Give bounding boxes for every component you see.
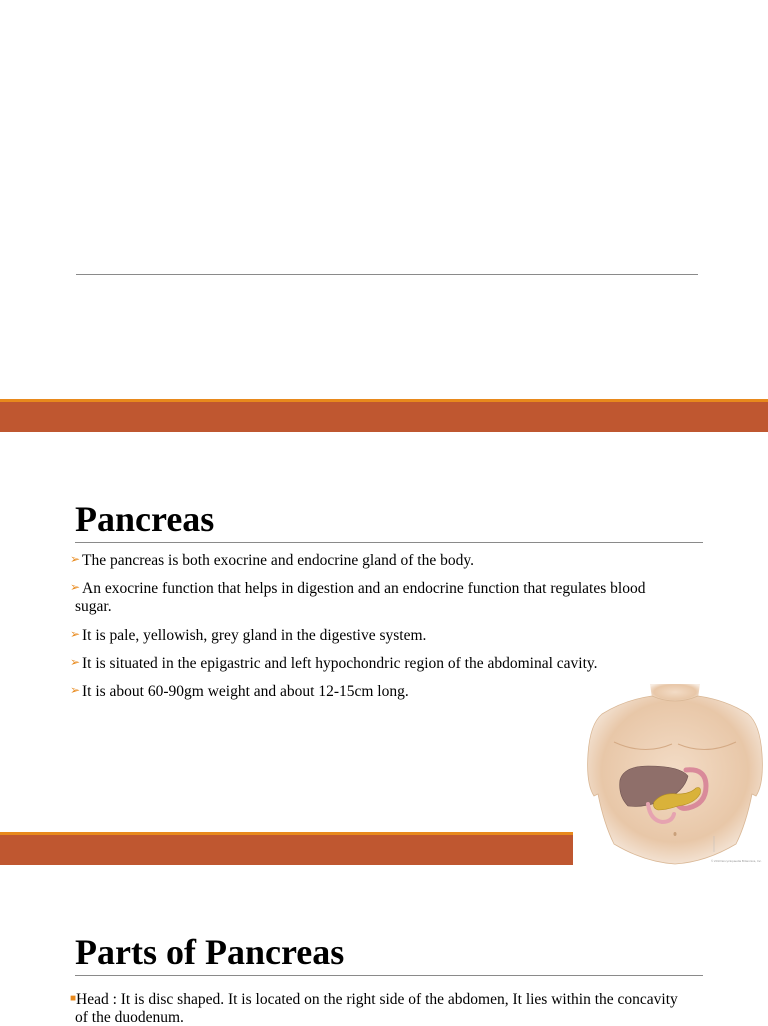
slide3-bullet-1: ■Head : It is disc shaped. It is located on the right side of the abdomen, It lies within the concavity of the duodenum. bbox=[70, 991, 678, 1026]
slide1-divider bbox=[76, 274, 698, 275]
slide2-title: Pancreas bbox=[75, 499, 215, 539]
arrow-bullet-icon: ➢ bbox=[70, 627, 81, 641]
slide3-title: Parts of Pancreas bbox=[75, 932, 345, 972]
slide2-bullet-5: ➢ It is about 60-90gm weight and about 12-15cm long. bbox=[70, 683, 409, 700]
slide3-title-underline bbox=[75, 975, 703, 976]
slide-band bbox=[0, 835, 573, 865]
square-bullet-icon: ■ bbox=[70, 993, 77, 1004]
slide2-bullet-4: ➢ It is situated in the epigastric and left hypochondric region of the abdominal cavity. bbox=[70, 655, 598, 672]
pancreas-anatomy-illustration bbox=[584, 684, 766, 866]
arrow-bullet-icon: ➢ bbox=[70, 580, 81, 594]
arrow-bullet-icon: ➢ bbox=[70, 552, 81, 566]
slide2-title-underline bbox=[75, 542, 703, 543]
arrow-bullet-icon: ➢ bbox=[70, 655, 81, 669]
slide2-bullet-2: ➢ An exocrine function that helps in digestion and an endocrine function that regulates blood sugar. bbox=[70, 580, 646, 615]
slide2-bullet-3: ➢ It is pale, yellowish, grey gland in the digestive system. bbox=[70, 627, 427, 644]
slide-band bbox=[0, 402, 768, 432]
arrow-bullet-icon: ➢ bbox=[70, 683, 81, 697]
image-credit: © 2013 Encyclopaedia Britannica, Inc. bbox=[711, 859, 762, 863]
slide2-bullet-1: ➢ The pancreas is both exocrine and endocrine gland of the body. bbox=[70, 552, 474, 569]
